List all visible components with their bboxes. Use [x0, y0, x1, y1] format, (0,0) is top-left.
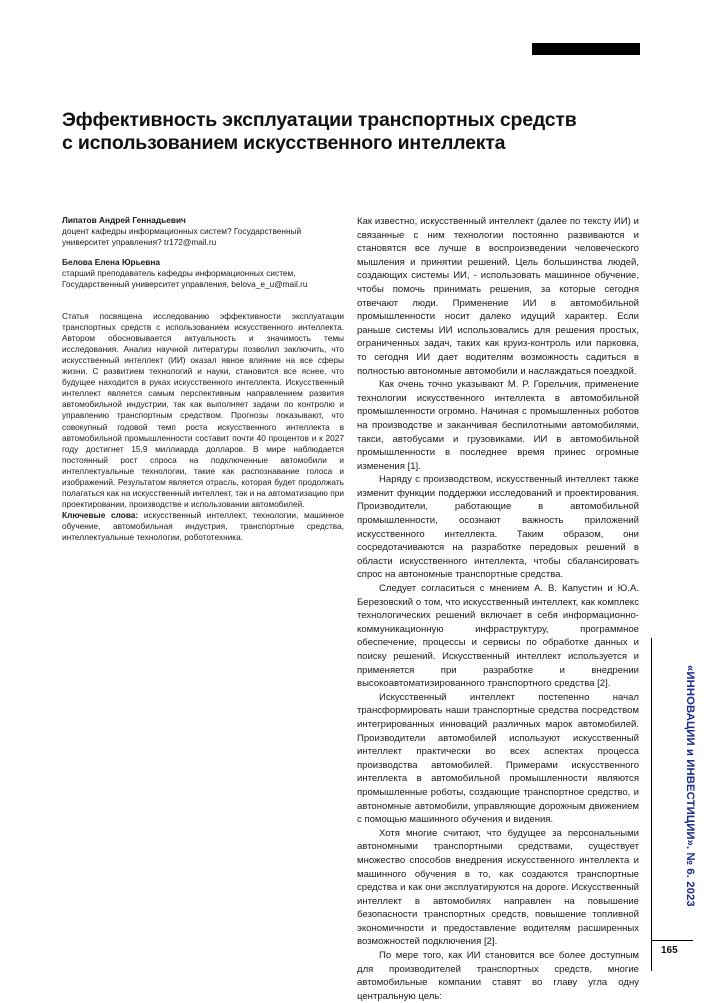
keywords-label: Ключевые слова: — [62, 510, 139, 521]
keywords-text: искусственный интеллект, технологии, машинное обучение, автомобильная индустрия, транспортные средства, интеллектуальные технологии, робототехника. — [62, 510, 344, 543]
author-affiliation: доцент кафедры информационных систем? Государственный университет управления? tr172@mail.ru — [62, 226, 302, 248]
body-paragraph: Как известно, искусственный интеллект (далее по тексту ИИ) и связанные с ним технологии постоянно развиваются и становятся все лучше в воспроизведении человеческого мышления и принятии решений. Цель большинства людей, создающих системы ИИ, - использовать машинное обучение, чтобы помочь принимать решения, за которые сегодня отвечают люди. Применение ИИ в автомобильной промышленности носит далеко идущий характер. Если раньше системы ИИ использовались для решения простых, ограниченных задач, таких как круиз-контроль или парковка, то сегодня ИИ дает водителям возможность садиться в полностью автономные автомобили и наслаждаться поездкой. — [357, 216, 639, 377]
title-line-2: с использованием искусственного интеллекта — [62, 132, 506, 154]
author-block — [62, 257, 344, 290]
journal-running-title — [680, 665, 700, 925]
author-name: Липатов Андрей Геннадьевич — [62, 215, 186, 225]
body-paragraph: Как очень точно указывают М. Р. Горельчик, применение технологии искусственного интеллекта в автомобильной промышленности огромно. Начиная с промышленных роботов на производстве и заканчивая беспилотными автомобилями, такси, автобусами и грузовиками. ИИ в автомобильной промышленности в последнее время принес огромные изменения [1]. — [357, 379, 639, 472]
abstract: Статья посвящена исследованию эффективности эксплуатации транспортных средств с использованием искусственного интеллекта. Автором обосновывается актуальность и значимость темы исследования. Анализ научной литературы позволил заключить, что искусственный интеллект (ИИ) оказал явное влияние на все сферы жизни. С развитием технологий и науки, становится все яснее, что будущее находится в руках искусственного интеллекта. Искусственный интеллект является самым перспективным направлением развития автомобильной индустрии, так как выполняет задачи по контролю и управлению транспортным средством. Прогнозы показывают, что совокупный годовой темп роста искусственного интеллекта в автомобильной промышленности составит почти 40 процентов и к 2027 году достигнет 15,9 миллиарда долларов. В мире наблюдается постоянный рост спроса на подключенные автомобили и интеллектуальные технологии, такие как распознавание голоса и изображений. Результатом является отрасль, которая будет продолжать полагаться как на искусственный интеллект, так и на автоматизацию при проектировании, производстве и использовании автомобилей. — [62, 310, 344, 510]
author-block — [62, 215, 344, 248]
title-line-1: Эффективность эксплуатации транспортных средств — [62, 109, 577, 131]
sidebar-horizontal-rule — [651, 940, 693, 941]
header-decorative-bar — [532, 43, 640, 55]
body-paragraph: По мере того, как ИИ становится все более доступным для производителей транспортных средств, многие автомобильные компании ставят во главу угла одну центральную цель: — [357, 950, 639, 1002]
body-text — [357, 215, 639, 1003]
body-paragraph: Искусственный интеллект постепенно начал трансформировать наши транспортные средства посредством интегрированных инноваций различных марок автомобилей. Производители автомобилей используют искусственный интеллект практически во всех аспектах процесса производства автомобилей. Примерами искусственного интеллекта в автомобильной промышленности являются промышленные роботы, создающие транспортное средство, и автономные автомобили, управляющие дорожным движением с помощью машинного обучения и видения. — [357, 691, 639, 826]
journal-name: «ИННОВАЦИИ и ИНВЕСТИЦИИ». № 6. 2023 — [684, 665, 696, 907]
body-paragraph: Наряду с производством, искусственный интеллект также изменит функции поддержки исследований и проектирования. Производители, работающие в автомобильной промышленности, осознают важность приложений искусственного интеллекта. Таким образом, они сосредотачиваются на разработке передовых решений в области искусственного интеллекта, чтобы сбалансировать спрос на автономные транспортные средства. — [357, 474, 639, 581]
article-title — [62, 109, 582, 155]
body-paragraph: Следует согласиться с мнением А. В. Капустин и Ю.А. Березовский о том, что искусственный интеллект, как комплекс технологических решений включает в себя информационно-коммуникационную инфраструктуру, программное обеспечение, процессы и сервисы по обработке данных и поиску решений. Искусственный интеллект используется и применяется при разработке и внедрении высокоавтоматизированного транспортного средства [2]. — [357, 583, 639, 690]
keywords — [62, 510, 344, 543]
author-name: Белова Елена Юрьевна — [62, 257, 161, 268]
page-number: 165 — [661, 945, 678, 956]
author-affiliation: старший преподаватель кафедры информационных систем, Государственный университет управления, belova_e_u@mail.ru — [62, 268, 308, 290]
sidebar-vertical-rule — [651, 638, 652, 971]
body-paragraph: Хотя многие считают, что будущее за персональными автономными транспортными средствами, существует множество способов внедрения искусственного интеллекта и машинного обучения в то, как создаются транспортные средства и как они эксплуатируются на дороге. Искусственный интеллект в автомобилях направлен на повышение безопасности транспортных средств, повышение топливной экономичности и предоставление водителям расширенных возможностей подключения [2]. — [357, 827, 639, 948]
left-column — [62, 215, 344, 544]
